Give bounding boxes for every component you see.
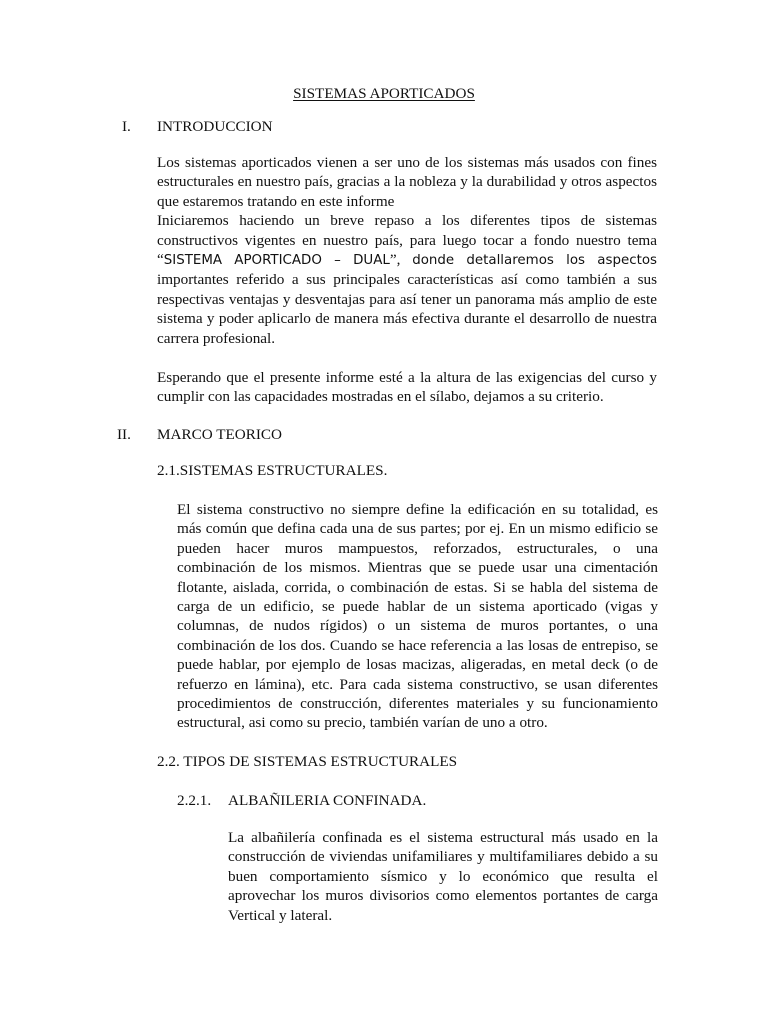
text-line: sistema y poder aplicarlo de manera más efectiva durante el desarrollo de nuestra	[157, 310, 657, 328]
section-2-heading: MARCO TEORICO	[157, 426, 283, 443]
quote-continuation: donde detallaremos los aspectos	[412, 253, 657, 269]
text-line: constructivos vigentes en nuestro país, para luego tocar a fondo nuestro tema	[157, 231, 657, 249]
section-2-numeral: II.	[117, 426, 131, 443]
text-line: cumplir con las capacidades mostradas en el sílabo, dejamos a su criterio.	[157, 388, 604, 406]
text-line: construcción de viviendas unifamiliares y multifamiliares debido a su	[228, 848, 658, 866]
text-line: importantes referido a sus principales características así como también a sus	[157, 271, 657, 289]
subsection-2-2-1-heading: ALBAÑILERIA CONFINADA.	[228, 792, 427, 809]
text-line: Iniciaremos haciendo un breve repaso a los diferentes tipos de sistemas	[157, 212, 657, 230]
quote-close: ”,	[389, 251, 401, 269]
quoted-system-name: SISTEMA APORTICADO – DUAL	[163, 253, 390, 269]
text-line: La albañilería confinada es el sistema estructural más usado en la	[228, 829, 658, 846]
text-line: carrera profesional.	[157, 329, 276, 347]
text-line: que estaremos tratando en este informe	[157, 192, 395, 210]
text-line: pueden hacer muros mampuestos, reforzados, estructurales, o una	[177, 539, 658, 557]
text-line: estructurales en nuestro país, gracias a la nobleza y la durabilidad y otros aspectos	[157, 173, 657, 191]
subsection-2-2-heading: 2.2. TIPOS DE SISTEMAS ESTRUCTURALES	[157, 753, 458, 770]
text-line: buen comportamiento sísmico y lo económico que resulta el	[228, 867, 658, 885]
intro-paragraph-3	[157, 368, 657, 407]
text-line: Los sistemas aporticados vienen a ser uno de los sistemas más usados con fines	[157, 154, 657, 171]
text-line: Esperando que el presente informe esté a la altura de las exigencias del curso y	[157, 369, 657, 386]
text-line: más común que defina cada una de sus partes; por ej. En un mismo edificio se	[177, 520, 658, 538]
section-1-heading: INTRODUCCION	[157, 118, 273, 135]
text-line-quote	[157, 250, 657, 270]
text-line: combinación de los mismos. Mientras que se puede usar una cimentación	[177, 559, 658, 577]
text-line: puede hablar, por ejemplo de losas macizas, aligeradas, en metal deck (o de	[177, 656, 658, 674]
text-line: Vertical y lateral.	[228, 906, 333, 924]
text-line: refuerzo en lámina), etc. Para cada sistema constructivo, se usan diferentes	[177, 675, 658, 693]
text-line: flotante, aislada, corrida, o combinación de estas. Si se habla del sistema de	[177, 578, 658, 596]
text-line: El sistema constructivo no siempre define la edificación en su totalidad, es	[177, 501, 658, 518]
text-line: carga de un edificio, se puede hablar de un sistema aporticado (vigas y	[177, 598, 658, 616]
subsection-2-2-1-paragraph	[228, 828, 658, 925]
intro-paragraph-1	[157, 153, 657, 348]
subsection-2-1-paragraph	[177, 500, 658, 733]
text-line: estructural, asi como su precio, también varían de uno a otro.	[177, 714, 548, 732]
subsection-2-2-1-number: 2.2.1.	[177, 792, 212, 809]
document-title: SISTEMAS APORTICADOS	[293, 85, 475, 102]
text-line: aprovechar los muros divisorios como elementos portantes de carga	[228, 887, 658, 905]
text-line: respectivas ventajas y desventajas para así tener un panorama más amplio de este	[157, 290, 657, 308]
subsection-2-1-heading: 2.1.SISTEMAS ESTRUCTURALES.	[157, 462, 388, 479]
text-line: combinación de los dos. Cuando se hace referencia a las losas de entrepiso, se	[177, 636, 658, 654]
section-1-numeral: I.	[122, 118, 131, 135]
quote-open: “	[157, 251, 164, 269]
text-line: columnas, de nudos rígidos) o un sistema de muros portantes, o una	[177, 617, 658, 635]
text-line: procedimientos de construcción, diferentes materiales y su funcionamiento	[177, 695, 658, 713]
